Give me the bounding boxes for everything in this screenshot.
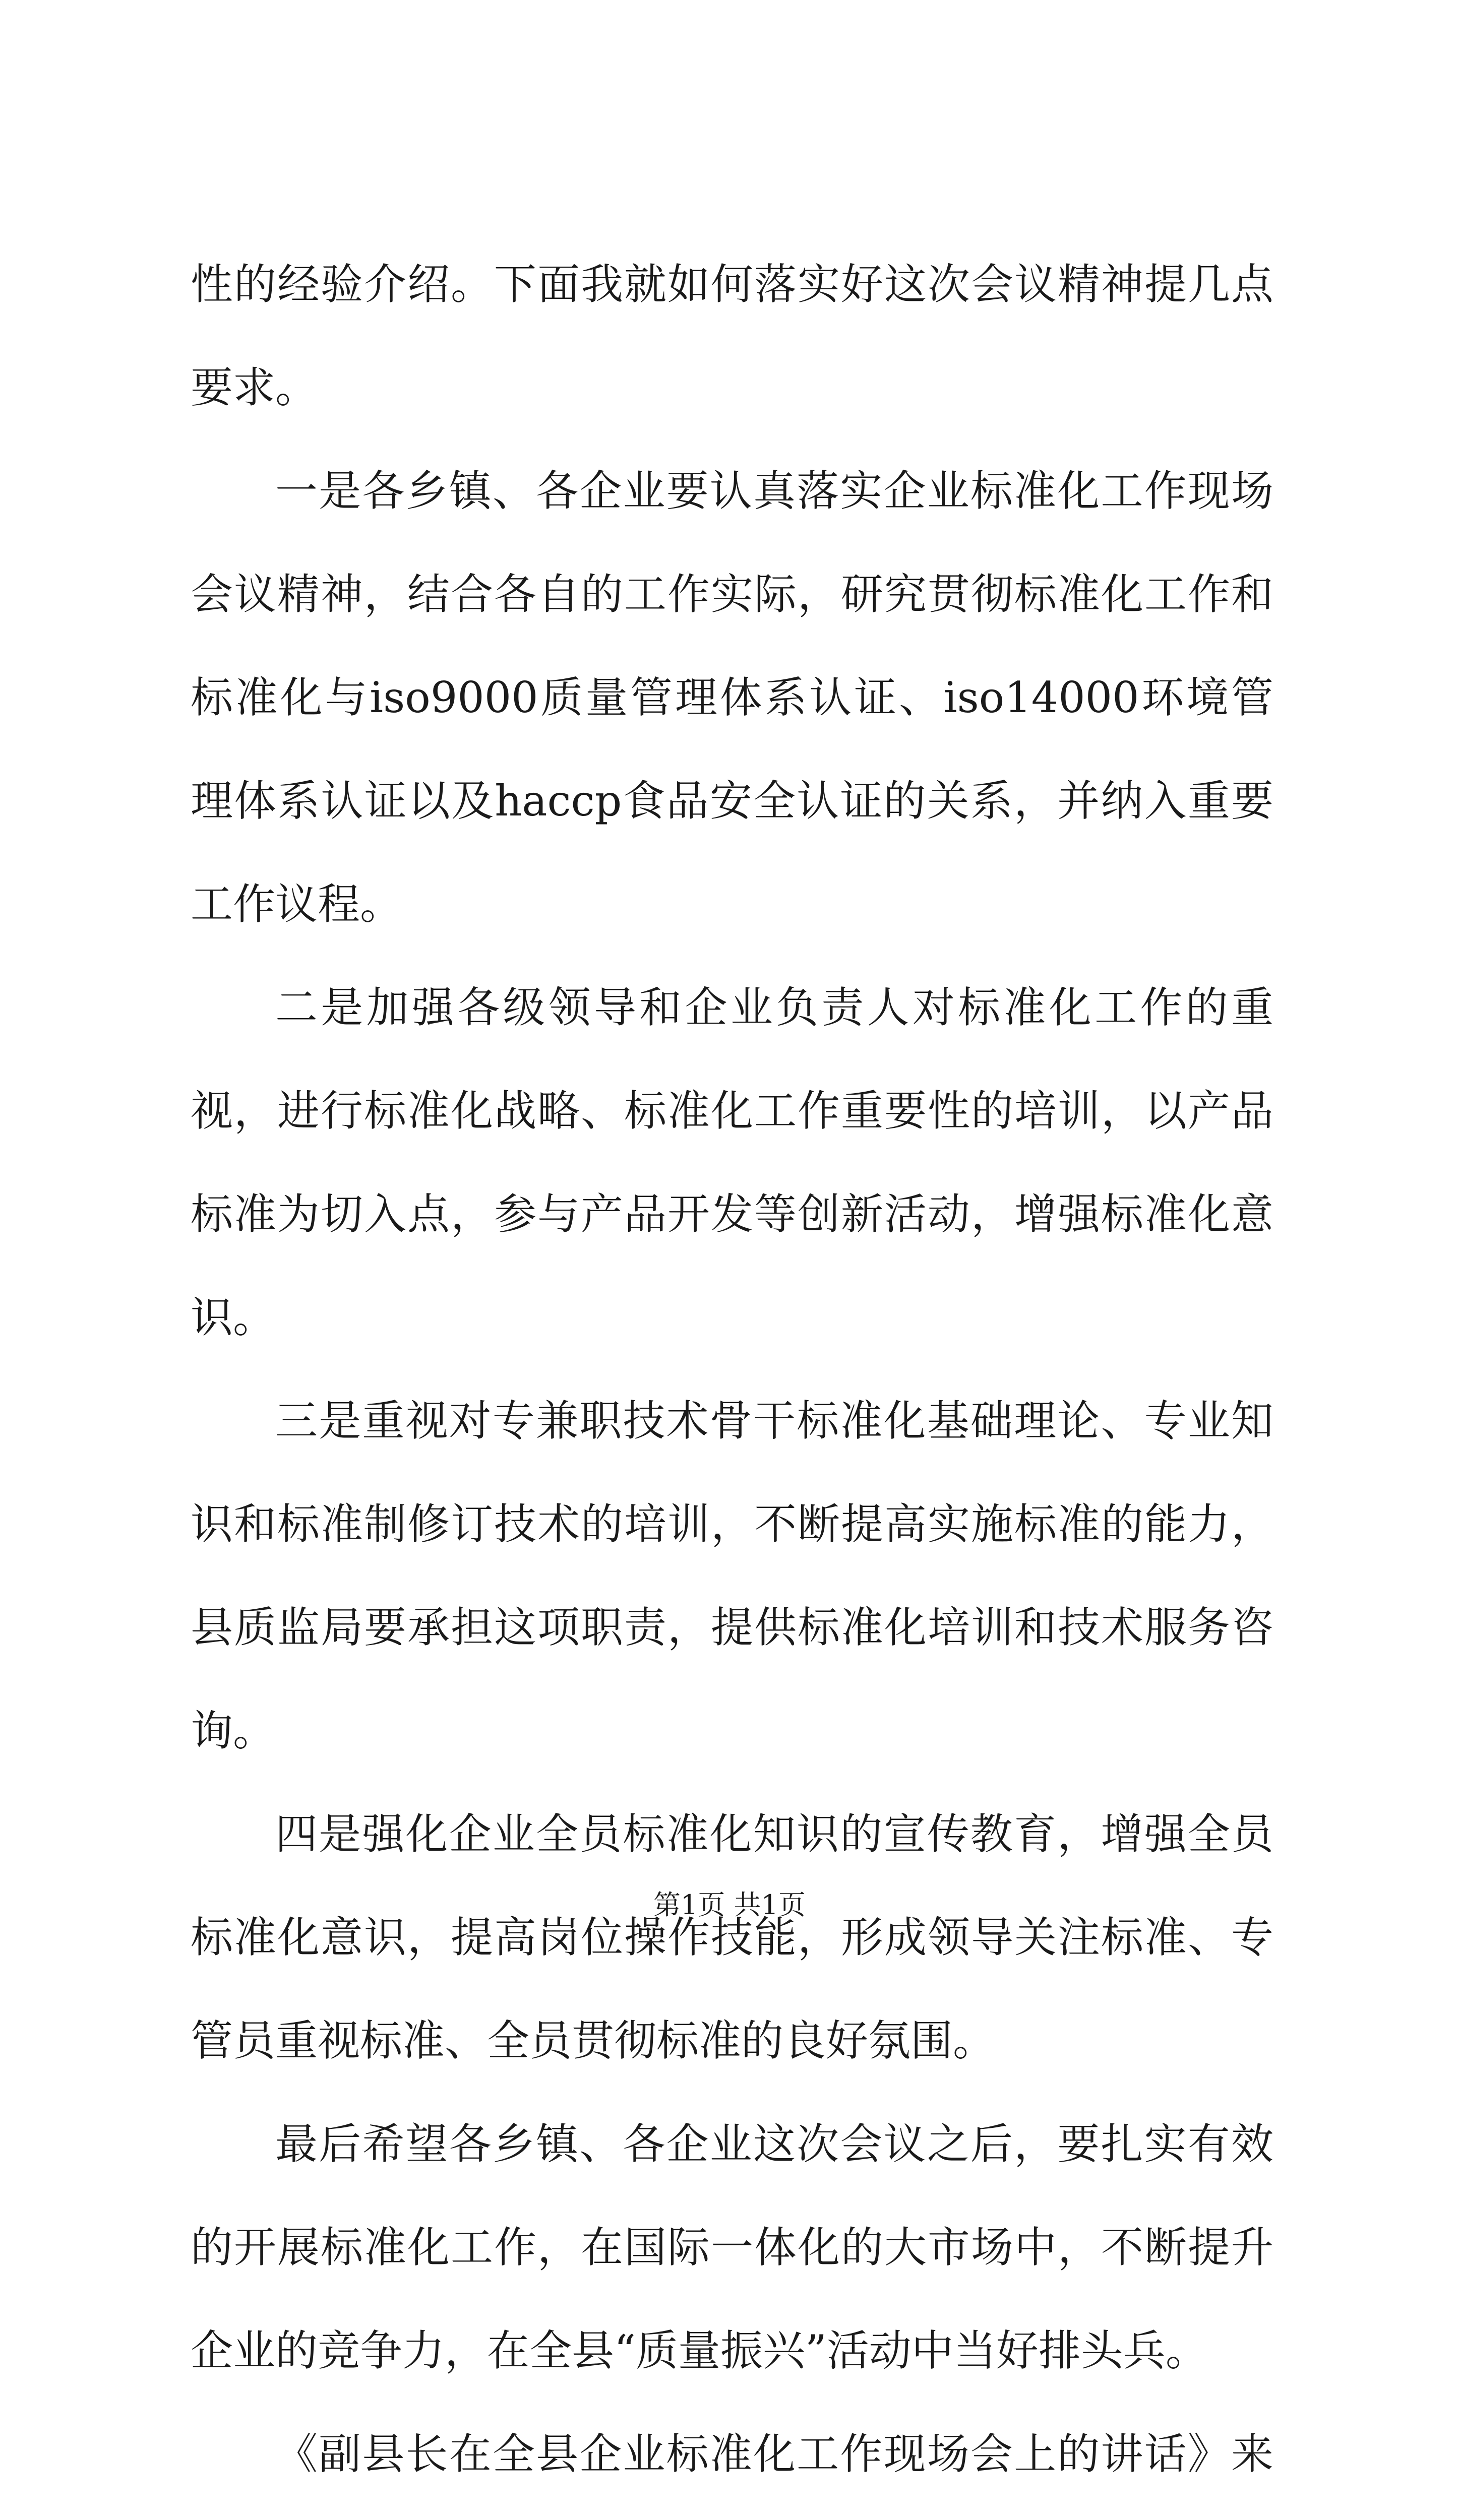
document-body (191, 233, 1273, 2520)
paragraph-source-note: 《副县长在全县企业标准化工作现场会上的讲话》来 (275, 2429, 1273, 2479)
page-number-footer: 第1页 共1页 (653, 1889, 806, 1921)
paragraph-point-three: 三是重视对专兼职技术骨干标准化基础理论、专业知识和标准制修订技术的培训，不断提高实施标准的能力，县质监局要承担这项职责，提供标准化培训和技术服务咨询。 (191, 1396, 1273, 1755)
paragraph-intro: 性的经验介绍。下面我就如何落实好这次会议精神提几点要求。 (191, 260, 1273, 412)
paragraph-point-two: 二是加强各级领导和企业负责人对标准化工作的重视，进行标准化战略、标准化工作重要性的培训，以产品标准为切入点，参与产品开发等创新活动，增强标准化意识。 (191, 983, 1273, 1342)
paragraph-point-four: 四是强化企业全员标准化知识的宣传教育，增强全员标准化意识，提高岗位操作技能，形成领导关注标准、专管员重视标准、全员贯彻标准的良好氛围。 (191, 1809, 1273, 2065)
paragraph-conclusion: 最后希望各乡镇、各企业这次会议之后，要扎实有效的开展标准化工作，在国际一体化的大市场中，不断提升企业的竞争力，在全县“质量振兴”活动中当好排头兵。 (191, 2119, 1273, 2375)
paragraph-point-one: 一是各乡镇、各企业要认真落实企业标准化工作现场会议精神，结合各自的工作实际，研究贯彻标准化工作和标准化与iso9000质量管理体系认证、iso14000环境管理体系认证以及haccp食品安全认证的关系，并纳入重要工作议程。 (191, 466, 1273, 929)
